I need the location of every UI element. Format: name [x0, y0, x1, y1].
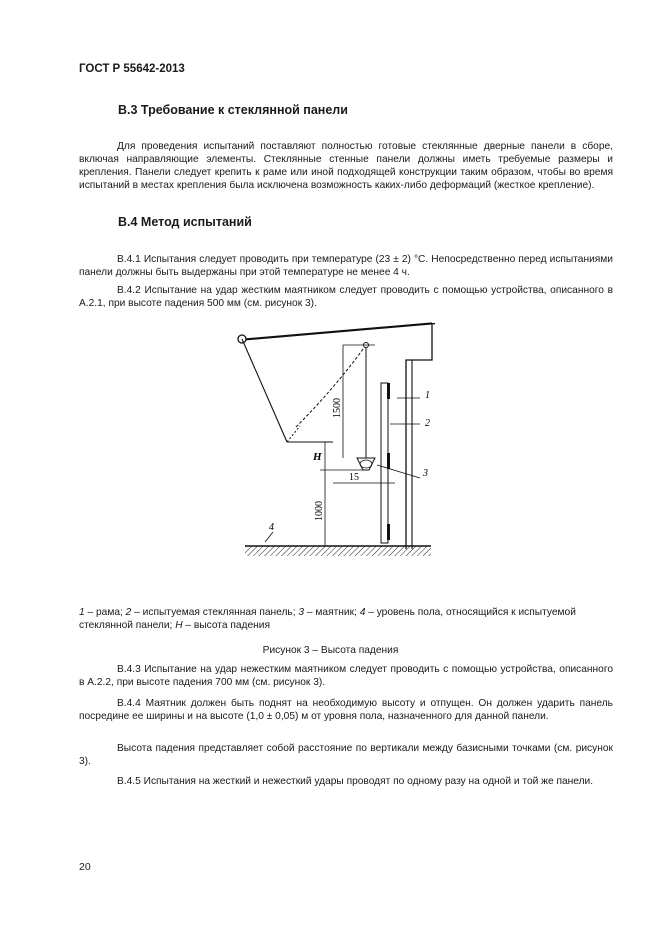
paragraph-b45: В.4.5 Испытания на жесткий и нежесткий удары проводят по одному разу на одной и той же панели. — [117, 776, 594, 787]
paragraph-b44: В.4.4 Маятник должен быть поднят на необходимую высоту и отпущен. Он должен ударить панель посредине ее ширины и на высоте (1,0 ± 0,05) м от уровня пола, назначенного для данной панели. — [79, 698, 613, 722]
dim-h: H — [313, 451, 322, 463]
section-b3-paragraph: Для проведения испытаний поставляют полностью готовые стеклянные дверные панели в сборе, включая направляющие элементы. Стеклянные стенные панели должны иметь требуемые размеры и крепления. Панели следует крепить к раме или иной подходящей конструкции таким образом, чтобы во время испытаний в местах крепления была исключена возможность каких-либо деформаций (жесткое крепление). — [79, 141, 613, 191]
section-b4-heading: В.4 Метод испытаний — [118, 215, 252, 229]
paragraph-b43: В.4.3 Испытание на удар нежестким маятником следует проводить с помощью устройства, описанного в А.2.2, при высоте падения 700 мм (см. рисунок 3). — [79, 664, 613, 688]
floor-hatch — [245, 546, 431, 556]
pendulum-trajectory — [295, 345, 366, 428]
legend-num-h: H — [175, 620, 183, 631]
document-header: ГОСТ Р 55642-2013 — [79, 63, 185, 75]
legend-text-4: – уровень пола, относящийся к испытуемой стеклянной панели; — [79, 607, 576, 631]
dim-15: 15 — [349, 472, 359, 483]
frame-body — [406, 323, 432, 549]
paragraph-b42: В.4.2 Испытание на удар жестким маятником следует проводить с помощью устройства, описанного в А.2.1, при высоте падения 500 мм (см. рисунок 3). — [79, 285, 613, 309]
glass-panel — [381, 383, 388, 543]
frame-top-beam — [245, 323, 432, 339]
label-1: 1 — [425, 390, 430, 401]
label-3: 3 — [423, 468, 428, 479]
middle-clamp — [387, 453, 390, 469]
legend-text-1: – рама; — [84, 607, 126, 618]
dim-1000: 1000 — [314, 501, 325, 521]
dim-1500: 1500 — [332, 398, 343, 418]
legend-text-2: – испытуемая стеклянная панель; — [131, 607, 299, 618]
label-2: 2 — [425, 418, 430, 429]
upper-clamp — [387, 383, 390, 399]
legend-text-3: – маятник; — [304, 607, 360, 618]
paragraph-fall-height: Высота падения представляет собой расстояние по вертикали между базисными точками (см. рисунок 3). — [79, 743, 613, 767]
figure-title: Рисунок 3 – Высота падения — [262, 645, 399, 656]
pendulum-test-figure — [225, 318, 435, 578]
legend-num-2: 2 — [125, 607, 132, 618]
lower-clamp — [387, 524, 390, 540]
pendulum-arm — [242, 339, 287, 442]
legend-num-4: 4 — [359, 607, 366, 618]
section-b3-heading: В.3 Требование к стеклянной панели — [118, 103, 348, 117]
legend-num-3: 3 — [298, 607, 305, 618]
label-4: 4 — [269, 522, 274, 533]
legend-num-1: 1 — [79, 607, 85, 618]
paragraph-b41: В.4.1 Испытания следует проводить при температуре (23 ± 2) °C. Непосредственно перед испытаниями панели должны быть выдержаны при этой температуре не менее 4 ч. — [79, 254, 613, 278]
legend-text-h: – высота падения — [182, 620, 270, 631]
figure-legend — [79, 606, 613, 632]
page-number: 20 — [79, 861, 91, 873]
